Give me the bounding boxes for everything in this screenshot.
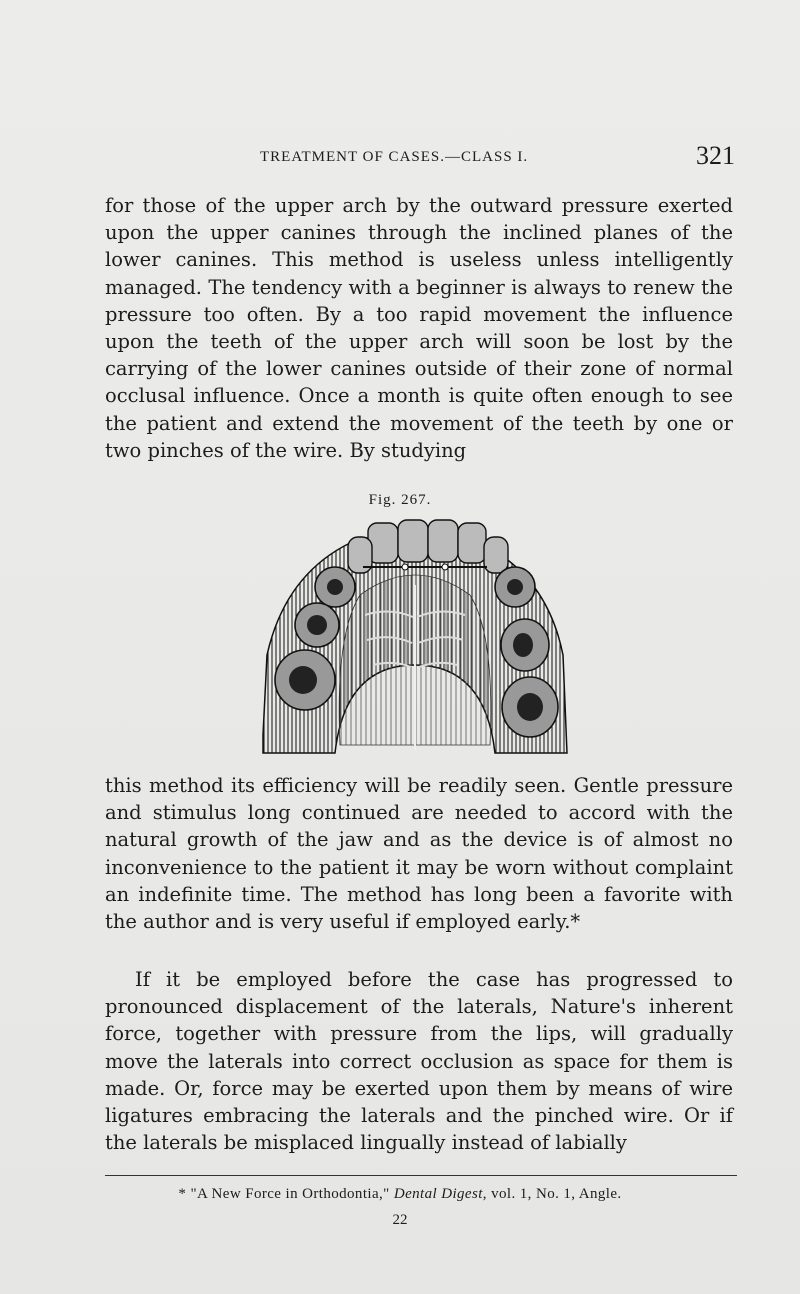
figure-upper-arch-illustration	[255, 515, 575, 760]
signature-mark: 22	[392, 1212, 408, 1228]
footnote-suffix: , vol. 1, No. 1, Angle.	[482, 1186, 622, 1202]
footnote	[0, 1186, 800, 1203]
body-paragraph-2: this method its efficiency will be readily seen. Gentle pressure and stimulus long continued are needed to accord with the natural growth of the jaw and as the device is of almost no inconvenience to the patient it may be worn without complaint an indefinite time. The method has long been a favorite with the author and is very useful if employed early.*	[105, 774, 733, 934]
figure-caption: Fig. 267.	[368, 492, 432, 508]
footnote-prefix: * "A New Force in Orthodontia,"	[178, 1186, 394, 1202]
page-number: 321	[696, 141, 735, 170]
footnote-rule	[105, 1175, 737, 1176]
running-title: TREATMENT OF CASES.—CLASS I.	[260, 149, 529, 165]
running-head	[105, 141, 737, 175]
body-paragraph-1: for those of the upper arch by the outward pressure exerted upon the upper canines through the inclined planes of the lower canines. This method is useless unless intelligently managed. The tendency with a beginner is always to renew the pressure too often. By a too rapid movement the influence upon the teeth of the upper arch will soon be lost by the carrying of the lower canines outside of their zone of normal occlusal influence. Once a month is quite often enough to see the patient and extend the movement of the teeth by one or two pinches of the wire. By studying	[105, 194, 733, 462]
body-paragraph-3: If it be employed before the case has progressed to pronounced displacement of the laterals, Nature's inherent force, together with pressure from the lips, will gradually move the laterals into correct occlusion as space for them is made. Or, force may be exerted upon them by means of wire ligatures embracing the laterals and the pinched wire. Or if the laterals be misplaced lingually instead of labially	[105, 968, 733, 1155]
footnote-journal: Dental Digest	[393, 1186, 483, 1202]
